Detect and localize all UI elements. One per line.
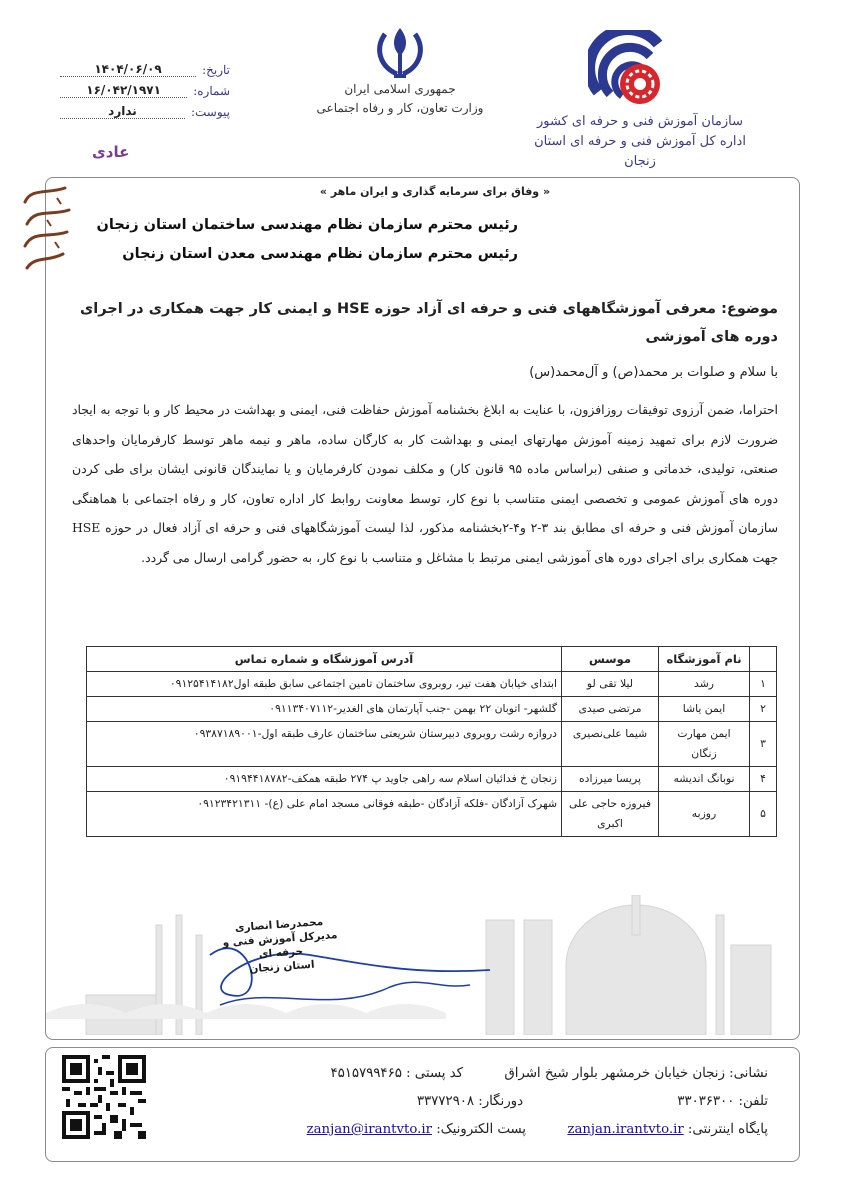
founder-name: شیما علی‌نصیری: [562, 722, 659, 767]
website-link[interactable]: zanjan.irantvto.ir: [567, 1122, 684, 1137]
attachment-value: ندارد: [60, 104, 185, 119]
qr-code: [62, 1055, 146, 1139]
letter-subject: موضوع: معرفی آموزشگاههای فنی و حرفه ای آزاد حوزه HSE و ایمنی کار جهت همکاری در اجرای دوره های آموزشی: [80, 301, 779, 345]
footer-postal-code: کد پستی : ۴۵۱۵۷۹۹۴۶۵: [330, 1066, 463, 1081]
table-row: [87, 722, 777, 767]
slogan: « وفاق برای سرمایه گذاری و ایران ماهر »: [319, 185, 551, 198]
table-row: [87, 697, 777, 722]
table-row: [87, 767, 777, 792]
organization-name: [520, 112, 760, 172]
header-address: آدرس آموزشگاه و شماره تماس: [87, 647, 562, 672]
number-label: شماره:: [193, 84, 230, 98]
org-name-line1: سازمان آموزش فنی و حرفه ای کشور: [536, 114, 744, 129]
row-num: ۵: [750, 792, 777, 837]
attachment-row: [60, 98, 230, 119]
institute-name: رشد: [659, 672, 750, 697]
signer-name: محمدرضا انصاری: [234, 915, 324, 935]
row-num: ۴: [750, 767, 777, 792]
row-num: ۱: [750, 672, 777, 697]
gov-line1: جمهوری اسلامی ایران: [344, 82, 456, 96]
org-name-line2: اداره کل آموزش فنی و حرفه ای استان زنجان: [534, 134, 746, 170]
institute-address: دروازه رشت روبروی دبیرستان شریعتی ساختمان عارف طبقه اول-۰۹۳۸۷۱۸۹۰۰۱: [87, 722, 562, 767]
founder-name: پریسا میرزاده: [562, 767, 659, 792]
footer-fax: دورنگار: ۳۳۷۷۲۹۰۸: [416, 1094, 523, 1109]
number-value: ۱۶/۰۴۲/۱۹۷۱: [60, 83, 187, 98]
row-num: ۲: [750, 697, 777, 722]
footer-website: [567, 1122, 768, 1137]
letter-metadata: [60, 56, 230, 119]
institute-address: گلشهر- اتوبان ۲۲ بهمن -جنب آپارتمان های الغدیر-۰۹۱۱۳۴۰۷۱۱۲: [87, 697, 562, 722]
footer-phone: تلفن: ۳۳۰۳۶۳۰۰: [677, 1094, 768, 1109]
email-label: پست الکترونیک:: [436, 1122, 526, 1137]
number-row: [60, 77, 230, 98]
institutes-table: [86, 646, 777, 837]
recipient-2: رئیس محترم سازمان نظام مهندسی معدن استان زنجان: [122, 246, 518, 262]
calligraphy-emblem: [17, 180, 77, 275]
footer-email: [307, 1122, 526, 1137]
header-name: نام آموزشگاه: [659, 647, 750, 672]
footer-address: نشانی: زنجان خیابان خرمشهر بلوار شیخ اشراق: [504, 1066, 768, 1081]
founder-name: مرتضی صیدی: [562, 697, 659, 722]
gov-line2: وزارت تعاون، کار و رفاه اجتماعی: [316, 101, 484, 116]
institute-name: روزبه: [659, 792, 750, 837]
iran-emblem-icon: [373, 24, 427, 82]
institute-address: ابتدای خیابان هفت تیر، روبروی ساختمان تامین اجتماعی سابق طبقه اول۰۹۱۲۵۴۱۴۱۸۲: [87, 672, 562, 697]
row-num: ۳: [750, 722, 777, 767]
letter-body: احتراما، ضمن آرزوی توفیقات روزافزون، با عنایت به ابلاغ بخشنامه آموزش حفاظت فنی، ایمنی و بهداشت در محیط کار و با توجه به ایجاد ضرورت لازم برای تمهید زمینه آموزش مهارتهای ایمنی و بهداشت کار به کارگان ساده، ماهر و نیمه ماهر توسط کارفرمایان واحدهای صنعتی، تولیدی، خدماتی و صنفی (براساس ماده ۹۵ قانون کار) و مکلف نمودن کارفرمایان و یا نمایندگان قانونی ایشان برای طی کردن دوره های آموزش عمومی و تخصصی ایمنی متناسب با نوع کار، توسط معاونت روابط کار اداره تعاون، کار و رفاه اجتماعی با هماهنگی سازمان آموزش فنی و حرفه ای مطابق بند ۳-۲ و۴-۲بخشنامه مذکور، لذا لیست آموزشگاههای فنی و حرفه ای آزاد فعال در حوزه HSE جهت همکاری برای اجرای دوره های آموزشی ایمنی مرتبط با مشاغل و متناسب با نوع کار، به حضور گرامی ارسال می گردد.: [72, 402, 778, 565]
date-label: تاریخ:: [202, 63, 230, 77]
institute-address: شهرک آزادگان -فلکه آزادگان -طبقه فوقانی مسجد امام علی (ع)- ۰۹۱۲۳۴۲۱۳۱۱: [87, 792, 562, 837]
founder-name: لیلا تقی لو: [562, 672, 659, 697]
email-link[interactable]: zanjan@irantvto.ir: [306, 1122, 432, 1137]
date-row: [60, 56, 230, 77]
institute-name: ایمن مهارت زنگان: [659, 722, 750, 767]
signer-title-line1: مدیرکل آموزش فنی و حرفه ای: [222, 929, 338, 961]
header-founder: موسس: [562, 647, 659, 672]
institute-address: زنجان خ فدائیان اسلام سه راهی جاوید پ ۲۷۴ طبقه همکف-۰۹۱۹۴۴۱۸۷۸۲: [87, 767, 562, 792]
header-num: [750, 647, 777, 672]
website-label: پایگاه اینترنتی:: [687, 1122, 768, 1137]
tvto-logo: [588, 30, 678, 120]
table-header-row: [87, 647, 777, 672]
greeting: با سلام و صلوات بر محمد(ص) و آل‌محمد(س): [529, 365, 778, 380]
date-value: ۱۴۰۴/۰۶/۰۹: [60, 62, 196, 77]
table-row: [87, 672, 777, 697]
table-row: [87, 792, 777, 837]
attachment-label: پیوست:: [190, 105, 230, 119]
institute-name: نوبانگ اندیشه: [659, 767, 750, 792]
recipient-1: رئیس محترم سازمان نظام مهندسی ساختمان استان زنجان: [96, 217, 518, 233]
founder-name: فیروزه حاجی علی اکبری: [562, 792, 659, 837]
signer-title-line2: استان زنجان: [249, 958, 315, 976]
signature-block: [216, 914, 345, 979]
institute-name: ایمن یاشا: [659, 697, 750, 722]
government-caption: [315, 80, 485, 118]
priority-label: عادی: [92, 143, 130, 161]
